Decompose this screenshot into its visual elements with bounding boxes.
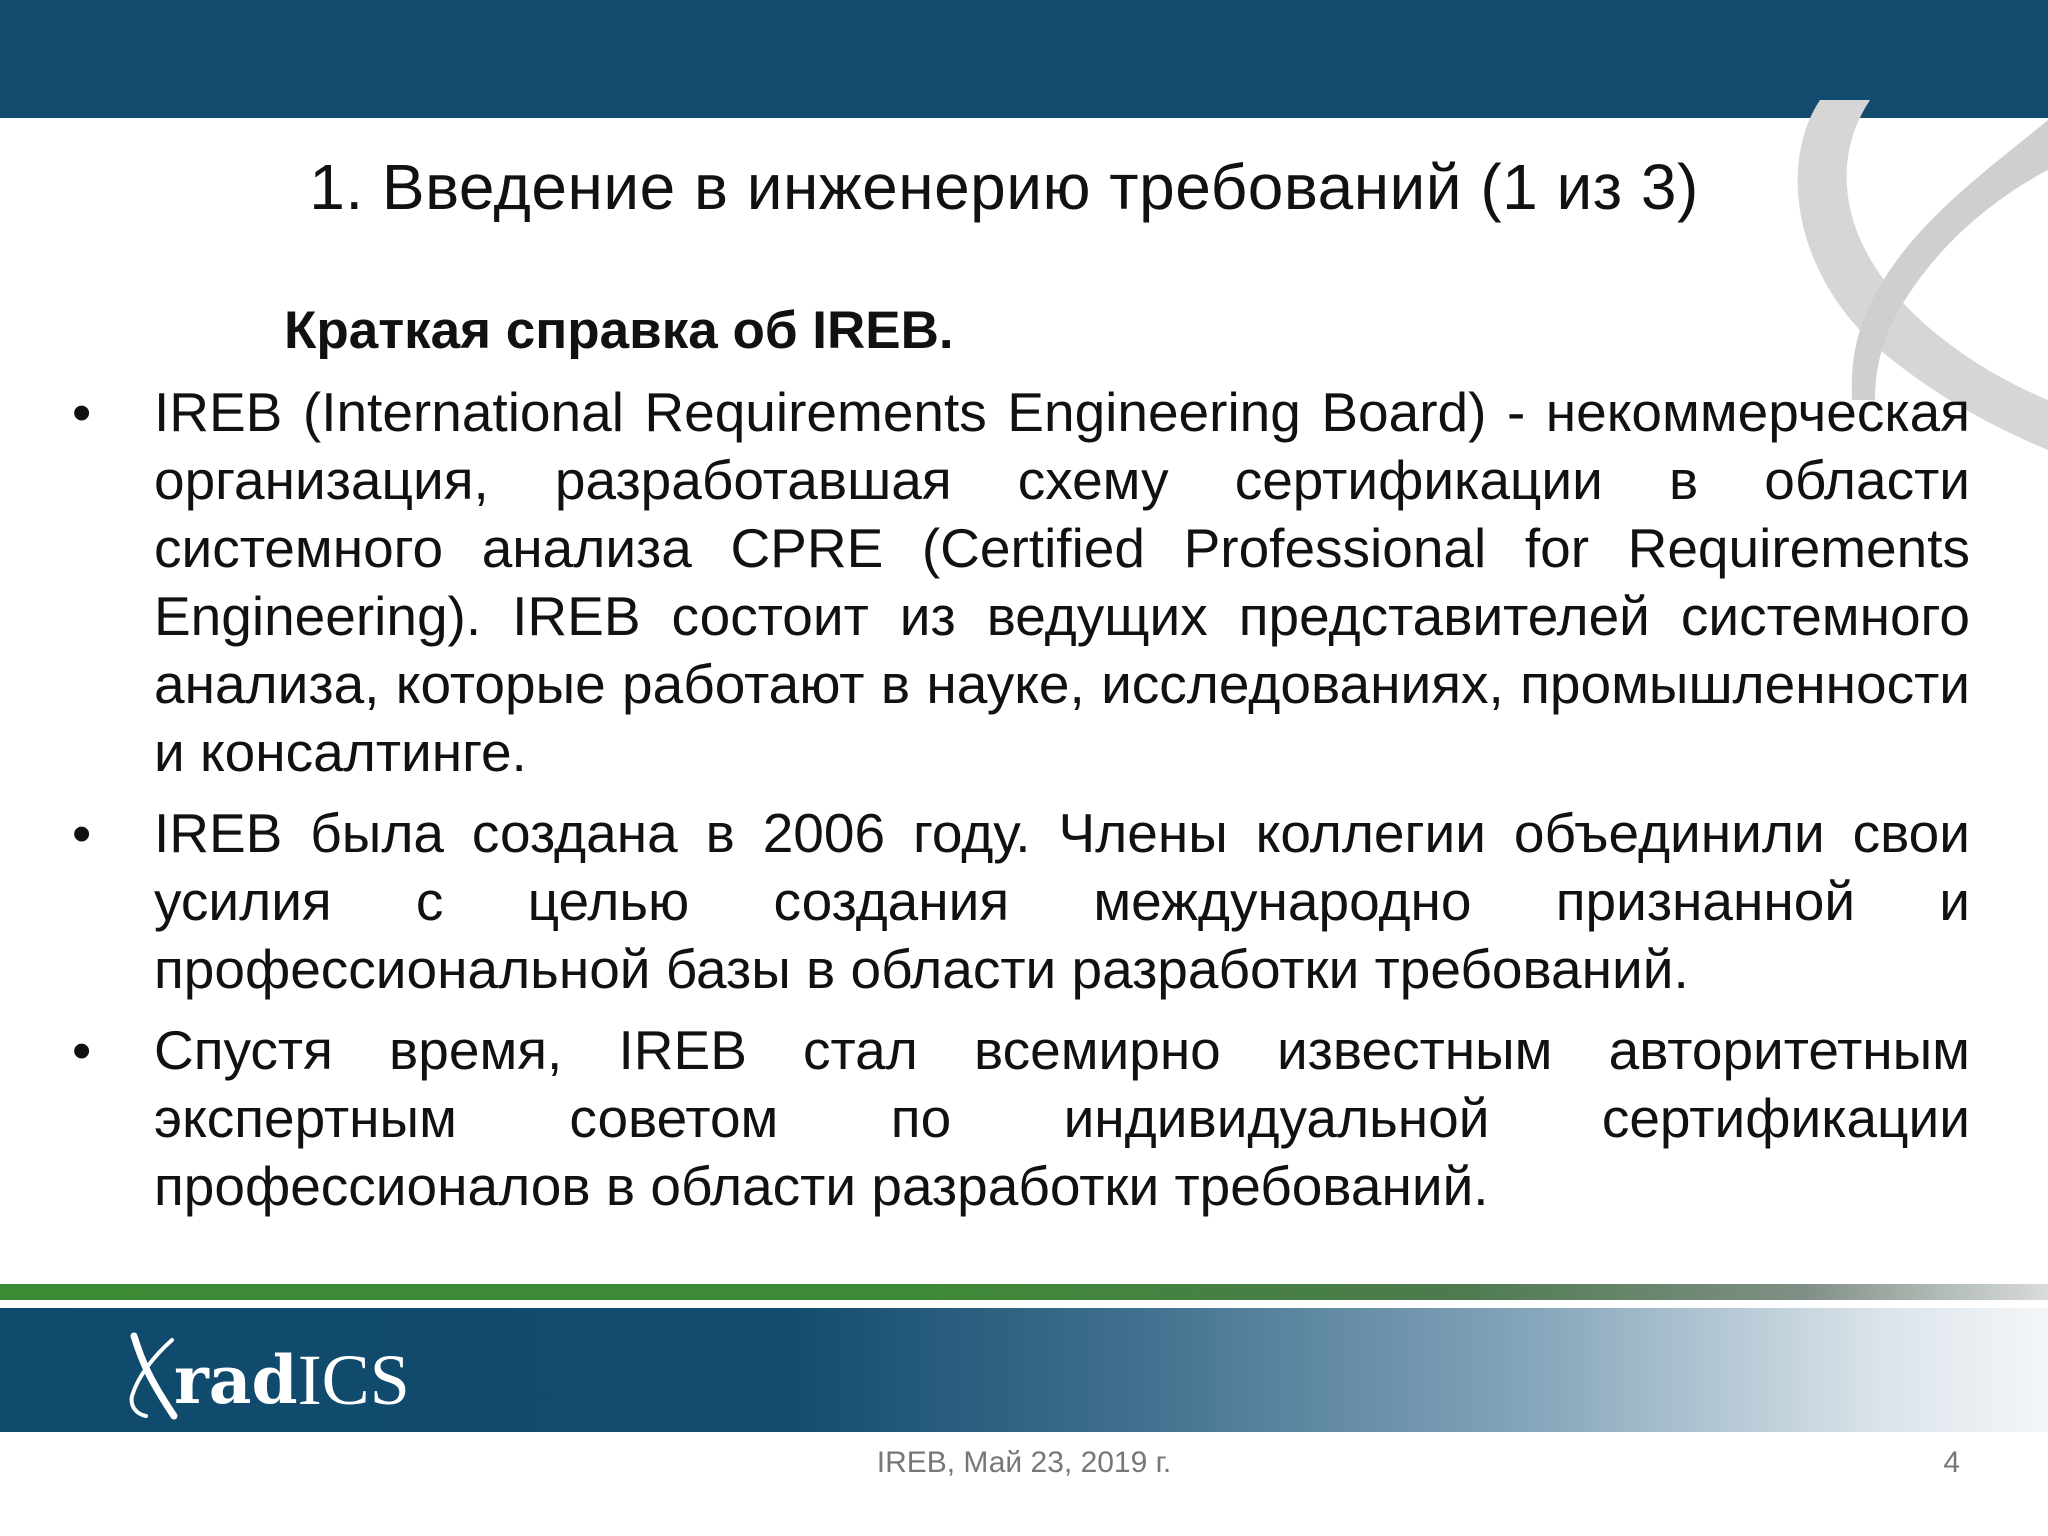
slide-title xyxy=(0,150,2048,224)
bullet-text: IREB (International Requirements Engineering Board) - некоммерческая организация, разработавшая схему сертификации в области системного анализа CPRE (Certified Professional for Requirements Engineering). IREB состоит из ведущих представителей системного анализа, которые работают в науке, исследованиях, промышленности и консалтинге. xyxy=(154,381,1970,783)
slide-title-text: 1. Введение в инженерию требований (1 из 3) xyxy=(309,151,1699,223)
page-number: 4 xyxy=(1943,1446,1960,1479)
bullet-item xyxy=(72,378,1970,786)
bullet-item xyxy=(72,1016,1970,1220)
bullet-list xyxy=(72,378,1970,1233)
bullet-text: IREB была создана в 2006 году. Члены коллегии объединили свои усилия с целью создания международно признанной и профессиональной базы в области разработки требований. xyxy=(154,802,1970,1000)
bullet-dot-icon: • xyxy=(72,381,92,443)
logo-text-ics: ICS xyxy=(297,1340,410,1420)
x-logo-icon xyxy=(128,1332,178,1420)
bullet-text: Спустя время, IREB стал всемирно известным авторитетным экспертным советом по индивидуальной сертификации профессионалов в области разработки требований. xyxy=(154,1019,1970,1217)
slide-subtitle: Краткая справка об IREB. xyxy=(284,301,954,360)
bullet-dot-icon: • xyxy=(72,1019,92,1081)
logo-text-rad: rad xyxy=(174,1341,298,1419)
divider-gap xyxy=(0,1300,2048,1308)
green-divider xyxy=(0,1284,2048,1300)
bullet-item xyxy=(72,799,1970,1003)
footer-caption: IREB, Май 23, 2019 г. xyxy=(876,1446,1172,1479)
xradics-logo xyxy=(128,1330,428,1420)
bullet-dot-icon: • xyxy=(72,802,92,864)
